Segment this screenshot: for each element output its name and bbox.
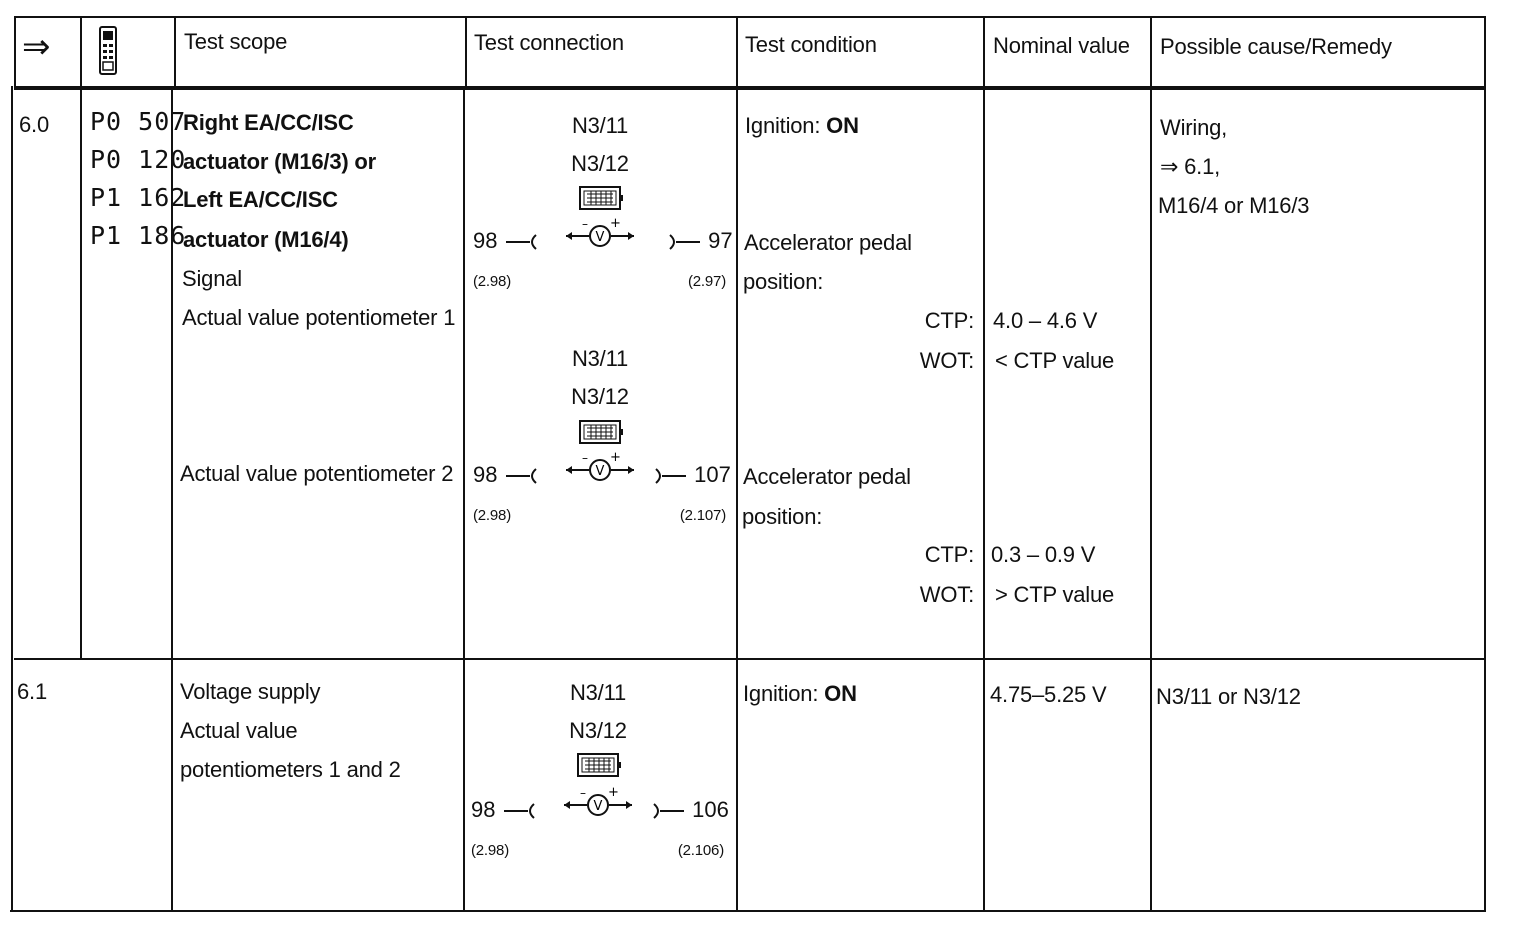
condition-text: Accelerator pedal — [743, 464, 911, 489]
header-arrow: ⇒ — [22, 28, 51, 66]
fault-code: P1 162 — [90, 183, 187, 212]
svg-text:+: + — [608, 785, 619, 800]
cause-link: ⇒ 6.1, — [1160, 154, 1221, 179]
nominal-value: 4.75–5.25 V — [990, 682, 1107, 707]
module-label: N3/11 — [571, 113, 629, 138]
scope-text: Actual value potentiometer 2 — [180, 461, 454, 486]
condition-text: position: — [742, 504, 823, 529]
cause-text: M16/4 or M16/3 — [1158, 193, 1310, 218]
pin-number: 98 — [473, 228, 498, 253]
svg-text:–: – — [580, 786, 586, 800]
nominal-value: 0.3 – 0.9 V — [991, 542, 1096, 567]
pin-left — [473, 229, 538, 253]
pin-right — [654, 463, 731, 487]
scope-text: potentiometers 1 and 2 — [180, 757, 401, 782]
ignition-condition — [745, 114, 859, 138]
pin-right — [652, 798, 729, 822]
pin-sub-label: (2.98) — [473, 273, 511, 290]
fault-code: P0 120 — [90, 145, 187, 174]
condition-text: position: — [743, 269, 824, 294]
svg-text:V: V — [595, 464, 605, 479]
svg-text:V: V — [595, 230, 605, 245]
scope-component: Right EA/CC/ISC — [183, 110, 354, 135]
pin-number: 106 — [692, 797, 729, 822]
column-divider — [14, 16, 16, 88]
socket-left-icon — [502, 802, 536, 820]
ignition-state: ON — [824, 681, 857, 706]
column-divider — [1150, 16, 1152, 912]
ignition-condition — [743, 682, 857, 706]
pin-right — [668, 229, 733, 253]
svg-text:+: + — [610, 450, 621, 465]
cause-text: N3/11 or N3/12 — [1156, 684, 1301, 709]
scope-component: actuator (M16/3) or — [183, 149, 377, 174]
condition-text: Accelerator pedal — [744, 230, 912, 255]
ignition-label: Ignition: — [745, 113, 827, 138]
scope-text: Actual value — [180, 718, 298, 743]
control-module-icon — [577, 753, 621, 779]
handheld-tester-icon — [98, 26, 118, 76]
ctp-label: CTP: — [924, 308, 974, 333]
svg-text:–: – — [582, 451, 588, 465]
step-number: 6.1 — [17, 679, 47, 704]
svg-text:+: + — [610, 216, 621, 231]
socket-right-icon — [652, 802, 686, 820]
wot-label: WOT: — [919, 348, 974, 373]
step-number: 6.0 — [19, 112, 49, 137]
column-divider — [174, 16, 176, 88]
control-module-icon — [579, 186, 623, 212]
column-divider — [983, 16, 985, 912]
svg-text:V: V — [593, 799, 603, 814]
pin-sub-label: (2.107) — [679, 507, 726, 524]
fault-code: P1 186 — [90, 221, 187, 250]
module-label: N3/12 — [569, 718, 627, 743]
table-bottom-border — [10, 910, 1484, 912]
socket-left-icon — [504, 233, 538, 251]
socket-right-icon — [668, 233, 702, 251]
scope-text: Actual value potentiometer 1 — [182, 305, 456, 330]
header-test-connection: Test connection — [474, 30, 624, 55]
pin-number: 98 — [471, 797, 496, 822]
pin-number: 98 — [473, 462, 498, 487]
column-divider — [465, 16, 467, 88]
voltmeter-icon — [564, 452, 636, 486]
pin-sub-label: (2.98) — [473, 507, 511, 524]
pin-number: 97 — [708, 228, 733, 253]
ignition-label: Ignition: — [743, 681, 825, 706]
socket-left-icon — [504, 467, 538, 485]
ctp-label: CTP: — [924, 542, 974, 567]
socket-right-icon — [654, 467, 688, 485]
scope-text: Signal — [182, 266, 242, 291]
pin-number: 107 — [694, 462, 731, 487]
column-divider — [463, 86, 465, 912]
module-label: N3/12 — [571, 151, 629, 176]
header-test-condition: Test condition — [745, 32, 877, 57]
header-test-scope: Test scope — [184, 29, 288, 54]
scope-text: Voltage supply — [180, 679, 321, 704]
cause-text: Wiring, — [1160, 115, 1228, 140]
column-divider — [1484, 16, 1486, 912]
row-divider — [14, 658, 1486, 660]
pin-left — [473, 463, 538, 487]
voltmeter-icon — [564, 218, 636, 252]
ignition-state: ON — [826, 113, 859, 138]
header-possible-cause: Possible cause/Remedy — [1160, 34, 1392, 59]
nominal-value: > CTP value — [995, 582, 1115, 607]
column-divider — [11, 86, 13, 912]
pin-sub-label: (2.97) — [688, 273, 726, 290]
module-label: N3/11 — [571, 346, 629, 371]
nominal-value: 4.0 – 4.6 V — [993, 308, 1098, 333]
column-divider — [80, 16, 82, 658]
header-bottom-border — [14, 86, 1486, 90]
pin-sub-label: (2.106) — [677, 842, 724, 859]
fault-code: P0 507 — [90, 107, 187, 136]
module-label: N3/12 — [571, 384, 629, 409]
column-divider — [736, 16, 738, 912]
scope-component: actuator (M16/4) — [183, 227, 349, 252]
module-label: N3/11 — [569, 680, 627, 705]
wot-label: WOT: — [919, 582, 974, 607]
scope-component: Left EA/CC/ISC — [183, 187, 338, 212]
pin-sub-label: (2.98) — [471, 842, 509, 859]
header-nominal-value: Nominal value — [993, 33, 1130, 58]
svg-text:–: – — [582, 217, 588, 231]
table-top-border — [14, 16, 1486, 18]
control-module-icon — [579, 420, 623, 446]
pin-left — [471, 798, 536, 822]
nominal-value: < CTP value — [995, 348, 1115, 373]
voltmeter-icon — [562, 787, 634, 821]
